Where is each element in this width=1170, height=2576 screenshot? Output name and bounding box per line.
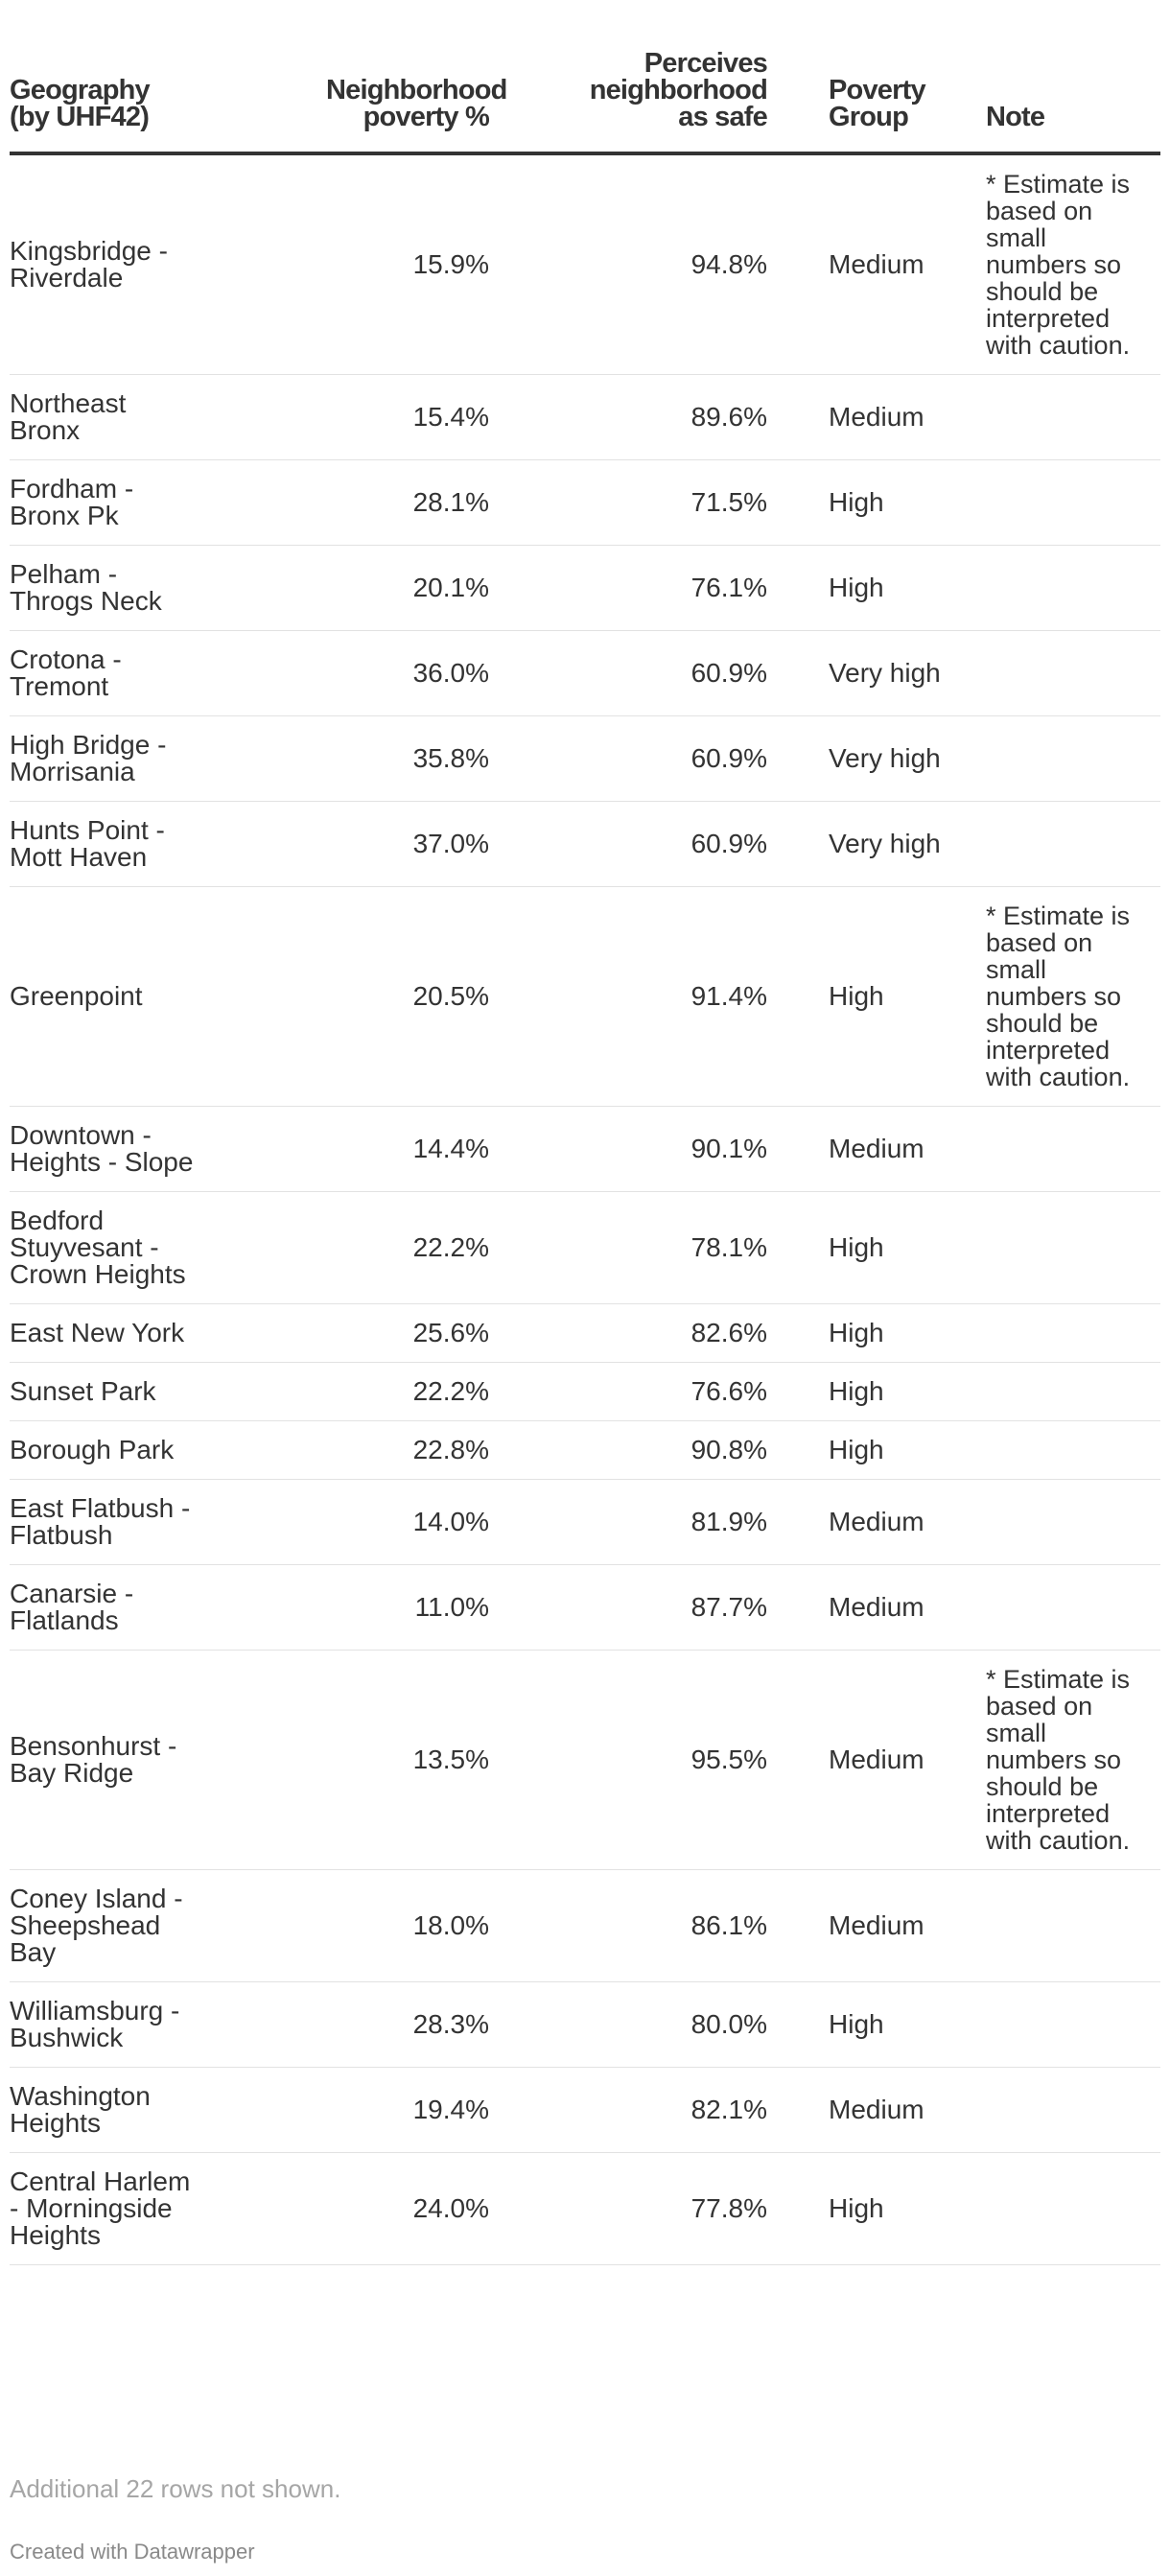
cell-poverty-group-text: Medium bbox=[829, 1910, 924, 1940]
cell-poverty bbox=[278, 1480, 489, 1565]
cell-geography-text: Sunset Park bbox=[10, 1376, 156, 1406]
cell-poverty-text: 13.5% bbox=[412, 1745, 489, 1774]
cell-poverty-group-text: Medium bbox=[829, 1134, 924, 1163]
cell-geography-text: Northeast Bronx bbox=[10, 388, 127, 445]
cell-poverty-text: 15.9% bbox=[412, 249, 489, 279]
cell-safe-text: 82.6% bbox=[690, 1318, 767, 1347]
cell-poverty-group bbox=[767, 716, 959, 802]
cell-poverty-text: 28.3% bbox=[412, 2009, 489, 2039]
table-row bbox=[10, 716, 1160, 802]
cell-poverty bbox=[278, 631, 489, 716]
table-row bbox=[10, 887, 1160, 1107]
cell-poverty bbox=[278, 1565, 489, 1651]
cell-note bbox=[959, 2153, 1160, 2265]
cell-safe-text: 78.1% bbox=[690, 1232, 767, 1262]
cell-poverty-group bbox=[767, 460, 959, 546]
cell-poverty-group bbox=[767, 153, 959, 375]
cell-poverty-group bbox=[767, 546, 959, 631]
cell-safe bbox=[489, 2153, 767, 2265]
table-row bbox=[10, 1651, 1160, 1870]
cell-poverty-text: 20.5% bbox=[412, 981, 489, 1011]
cell-poverty-text: 22.2% bbox=[412, 1232, 489, 1262]
table-row bbox=[10, 460, 1160, 546]
cell-poverty-group-text: High bbox=[829, 2193, 884, 2223]
cell-poverty-text: 36.0% bbox=[412, 658, 489, 688]
cell-poverty-group bbox=[767, 1480, 959, 1565]
cell-safe bbox=[489, 460, 767, 546]
cell-geography-text: Pelham - Throgs Neck bbox=[10, 559, 162, 616]
cell-safe-text: 71.5% bbox=[690, 487, 767, 517]
cell-poverty-group bbox=[767, 375, 959, 460]
cell-geography bbox=[10, 1651, 278, 1870]
cell-geography bbox=[10, 887, 278, 1107]
cell-note bbox=[959, 1565, 1160, 1651]
cell-poverty-text: 22.2% bbox=[412, 1376, 489, 1406]
cell-geography-text: Fordham - Bronx Pk bbox=[10, 474, 134, 530]
cell-geography bbox=[10, 153, 278, 375]
cell-geography-text: Kingsbridge - Riverdale bbox=[10, 236, 168, 293]
table-row bbox=[10, 631, 1160, 716]
cell-note bbox=[959, 1982, 1160, 2068]
cell-geography-text: Central Harlem - Morningside Heights bbox=[10, 2166, 191, 2250]
cell-poverty-group bbox=[767, 1565, 959, 1651]
cell-note bbox=[959, 716, 1160, 802]
cell-geography bbox=[10, 1304, 278, 1363]
cell-safe bbox=[489, 1565, 767, 1651]
table-row bbox=[10, 1304, 1160, 1363]
cell-geography-text: Washington Heights bbox=[10, 2081, 151, 2138]
cell-poverty-group bbox=[767, 802, 959, 887]
cell-safe-text: 86.1% bbox=[690, 1910, 767, 1940]
cell-note bbox=[959, 1107, 1160, 1192]
cell-poverty bbox=[278, 1363, 489, 1421]
footnote: Additional 22 rows not shown. bbox=[10, 2474, 341, 2503]
table-row bbox=[10, 1480, 1160, 1565]
cell-poverty-text: 19.4% bbox=[412, 2095, 489, 2124]
cell-safe bbox=[489, 1480, 767, 1565]
cell-poverty-group-text: Very high bbox=[829, 743, 941, 773]
cell-note bbox=[959, 460, 1160, 546]
cell-poverty bbox=[278, 2153, 489, 2265]
data-table bbox=[10, 0, 1160, 2265]
cell-geography-text: Borough Park bbox=[10, 1435, 175, 1464]
cell-poverty-group-text: High bbox=[829, 981, 884, 1011]
cell-safe-text: 76.6% bbox=[690, 1376, 767, 1406]
cell-geography bbox=[10, 631, 278, 716]
cell-poverty-group bbox=[767, 887, 959, 1107]
cell-poverty bbox=[278, 1421, 489, 1480]
cell-safe bbox=[489, 802, 767, 887]
cell-poverty-text: 14.4% bbox=[412, 1134, 489, 1163]
cell-geography bbox=[10, 2068, 278, 2153]
cell-poverty bbox=[278, 2068, 489, 2153]
cell-poverty-group-text: Medium bbox=[829, 249, 924, 279]
cell-note-text: * Estimate is based on small numbers so should be interpreted with caution. bbox=[986, 902, 1131, 1091]
cell-poverty-group-text: Medium bbox=[829, 1592, 924, 1622]
cell-safe bbox=[489, 1982, 767, 2068]
cell-poverty-text: 37.0% bbox=[412, 829, 489, 858]
cell-safe-text: 60.9% bbox=[690, 743, 767, 773]
cell-safe-text: 81.9% bbox=[690, 1507, 767, 1536]
cell-poverty-group-text: High bbox=[829, 1232, 884, 1262]
cell-safe-text: 94.8% bbox=[690, 249, 767, 279]
cell-geography bbox=[10, 1421, 278, 1480]
cell-safe-text: 91.4% bbox=[690, 981, 767, 1011]
cell-poverty-group-text: Medium bbox=[829, 402, 924, 432]
cell-geography bbox=[10, 546, 278, 631]
cell-poverty bbox=[278, 460, 489, 546]
header-note[interactable]: Note bbox=[959, 0, 1160, 153]
cell-poverty bbox=[278, 1982, 489, 2068]
cell-poverty-text: 25.6% bbox=[412, 1318, 489, 1347]
table-row bbox=[10, 2153, 1160, 2265]
cell-safe bbox=[489, 1192, 767, 1304]
cell-poverty bbox=[278, 887, 489, 1107]
cell-poverty bbox=[278, 1651, 489, 1870]
cell-geography-text: Canarsie - Flatlands bbox=[10, 1579, 134, 1635]
table-header bbox=[10, 0, 1160, 153]
cell-note bbox=[959, 375, 1160, 460]
cell-poverty-group bbox=[767, 2068, 959, 2153]
cell-note bbox=[959, 1304, 1160, 1363]
cell-geography-text: Crotona - Tremont bbox=[10, 644, 122, 701]
cell-poverty-group-text: High bbox=[829, 1376, 884, 1406]
cell-poverty-group-text: High bbox=[829, 573, 884, 602]
table-row bbox=[10, 802, 1160, 887]
datawrapper-table-container bbox=[10, 0, 1170, 2564]
cell-note bbox=[959, 546, 1160, 631]
cell-safe-text: 82.1% bbox=[690, 2095, 767, 2124]
credit-link[interactable]: Created with Datawrapper bbox=[10, 2540, 255, 2564]
table-row bbox=[10, 1192, 1160, 1304]
cell-note bbox=[959, 631, 1160, 716]
cell-poverty bbox=[278, 716, 489, 802]
cell-poverty bbox=[278, 1870, 489, 1982]
cell-geography bbox=[10, 1565, 278, 1651]
cell-geography-text: Williamsburg - Bushwick bbox=[10, 1996, 180, 2052]
cell-poverty-group bbox=[767, 2153, 959, 2265]
table-row bbox=[10, 1421, 1160, 1480]
cell-note bbox=[959, 2068, 1160, 2153]
cell-geography-text: Greenpoint bbox=[10, 981, 143, 1011]
cell-safe bbox=[489, 631, 767, 716]
cell-safe bbox=[489, 1107, 767, 1192]
cell-safe-text: 89.6% bbox=[690, 402, 767, 432]
header-safe[interactable]: Perceives neighborhood as safe bbox=[489, 0, 767, 153]
cell-poverty-text: 22.8% bbox=[412, 1435, 489, 1464]
cell-poverty-text: 11.0% bbox=[414, 1592, 489, 1622]
cell-note bbox=[959, 153, 1160, 375]
cell-geography bbox=[10, 1192, 278, 1304]
cell-geography-text: Bedford Stuyvesant - Crown Heights bbox=[10, 1206, 186, 1289]
cell-poverty-text: 35.8% bbox=[412, 743, 489, 773]
table-row bbox=[10, 153, 1160, 375]
cell-poverty-text: 24.0% bbox=[412, 2193, 489, 2223]
cell-geography bbox=[10, 1480, 278, 1565]
cell-geography bbox=[10, 1107, 278, 1192]
cell-poverty-text: 28.1% bbox=[412, 487, 489, 517]
cell-poverty-text: 14.0% bbox=[412, 1507, 489, 1536]
cell-geography bbox=[10, 2153, 278, 2265]
cell-safe bbox=[489, 2068, 767, 2153]
header-geography[interactable]: Geography (by UHF42) bbox=[10, 0, 278, 153]
cell-poverty bbox=[278, 1192, 489, 1304]
cell-poverty-group bbox=[767, 1304, 959, 1363]
cell-poverty bbox=[278, 153, 489, 375]
cell-poverty-group bbox=[767, 631, 959, 716]
cell-poverty-group bbox=[767, 1363, 959, 1421]
table-row bbox=[10, 1870, 1160, 1982]
cell-poverty-group bbox=[767, 1982, 959, 2068]
table-row bbox=[10, 546, 1160, 631]
cell-note bbox=[959, 802, 1160, 887]
cell-note bbox=[959, 1363, 1160, 1421]
cell-poverty-group-text: Medium bbox=[829, 1507, 924, 1536]
cell-poverty-group bbox=[767, 1421, 959, 1480]
cell-geography bbox=[10, 802, 278, 887]
cell-note bbox=[959, 1651, 1160, 1870]
cell-poverty-group bbox=[767, 1192, 959, 1304]
cell-note-text: * Estimate is based on small numbers so should be interpreted with caution. bbox=[986, 170, 1131, 360]
cell-note bbox=[959, 887, 1160, 1107]
cell-poverty-group-text: High bbox=[829, 487, 884, 517]
cell-poverty-text: 15.4% bbox=[412, 402, 489, 432]
table-row bbox=[10, 1982, 1160, 2068]
cell-poverty-group-text: Medium bbox=[829, 2095, 924, 2124]
table-row bbox=[10, 2068, 1160, 2153]
cell-safe bbox=[489, 887, 767, 1107]
table-row bbox=[10, 1107, 1160, 1192]
cell-geography bbox=[10, 716, 278, 802]
cell-safe-text: 87.7% bbox=[690, 1592, 767, 1622]
cell-geography-text: Bensonhurst - Bay Ridge bbox=[10, 1731, 177, 1788]
cell-poverty-group-text: Very high bbox=[829, 658, 941, 688]
cell-safe bbox=[489, 1421, 767, 1480]
cell-safe-text: 77.8% bbox=[690, 2193, 767, 2223]
cell-geography-text: East Flatbush - Flatbush bbox=[10, 1493, 191, 1550]
cell-safe bbox=[489, 153, 767, 375]
table-body bbox=[10, 153, 1160, 2265]
cell-geography-text: High Bridge - Morrisania bbox=[10, 730, 167, 786]
cell-geography bbox=[10, 1982, 278, 2068]
cell-safe bbox=[489, 1363, 767, 1421]
cell-safe-text: 80.0% bbox=[690, 2009, 767, 2039]
cell-safe bbox=[489, 1651, 767, 1870]
cell-safe-text: 90.1% bbox=[690, 1134, 767, 1163]
cell-poverty bbox=[278, 1304, 489, 1363]
cell-geography-text: Downtown - Heights - Slope bbox=[10, 1120, 194, 1177]
cell-poverty bbox=[278, 546, 489, 631]
cell-poverty-group-text: High bbox=[829, 1318, 884, 1347]
cell-poverty bbox=[278, 375, 489, 460]
cell-note bbox=[959, 1480, 1160, 1565]
cell-geography-text: Hunts Point - Mott Haven bbox=[10, 815, 165, 872]
cell-safe-text: 76.1% bbox=[690, 573, 767, 602]
cell-safe-text: 90.8% bbox=[690, 1435, 767, 1464]
cell-poverty-group-text: High bbox=[829, 2009, 884, 2039]
cell-note-text: * Estimate is based on small numbers so should be interpreted with caution. bbox=[986, 1665, 1131, 1855]
cell-note bbox=[959, 1870, 1160, 1982]
cell-poverty bbox=[278, 802, 489, 887]
cell-poverty-group-text: Very high bbox=[829, 829, 941, 858]
cell-safe bbox=[489, 546, 767, 631]
header-poverty-group[interactable]: Poverty Group bbox=[767, 0, 959, 153]
table-row bbox=[10, 375, 1160, 460]
cell-safe bbox=[489, 1304, 767, 1363]
cell-safe bbox=[489, 716, 767, 802]
cell-geography-text: Coney Island - Sheepshead Bay bbox=[10, 1884, 183, 1967]
cell-safe bbox=[489, 1870, 767, 1982]
cell-poverty bbox=[278, 1107, 489, 1192]
cell-safe-text: 60.9% bbox=[690, 658, 767, 688]
cell-geography-text: East New York bbox=[10, 1318, 185, 1347]
cell-poverty-group-text: High bbox=[829, 1435, 884, 1464]
cell-poverty-text: 20.1% bbox=[412, 573, 489, 602]
cell-poverty-text: 18.0% bbox=[412, 1910, 489, 1940]
cell-poverty-group bbox=[767, 1870, 959, 1982]
cell-note bbox=[959, 1421, 1160, 1480]
cell-safe-text: 60.9% bbox=[690, 829, 767, 858]
cell-poverty-group bbox=[767, 1651, 959, 1870]
table-row bbox=[10, 1565, 1160, 1651]
cell-note bbox=[959, 1192, 1160, 1304]
table-row bbox=[10, 1363, 1160, 1421]
cell-geography bbox=[10, 1363, 278, 1421]
cell-poverty-group-text: Medium bbox=[829, 1745, 924, 1774]
cell-poverty-group bbox=[767, 1107, 959, 1192]
header-poverty[interactable]: Neighborhood poverty % bbox=[278, 0, 489, 153]
cell-geography bbox=[10, 1870, 278, 1982]
cell-geography bbox=[10, 375, 278, 460]
cell-geography bbox=[10, 460, 278, 546]
cell-safe bbox=[489, 375, 767, 460]
cell-safe-text: 95.5% bbox=[690, 1745, 767, 1774]
